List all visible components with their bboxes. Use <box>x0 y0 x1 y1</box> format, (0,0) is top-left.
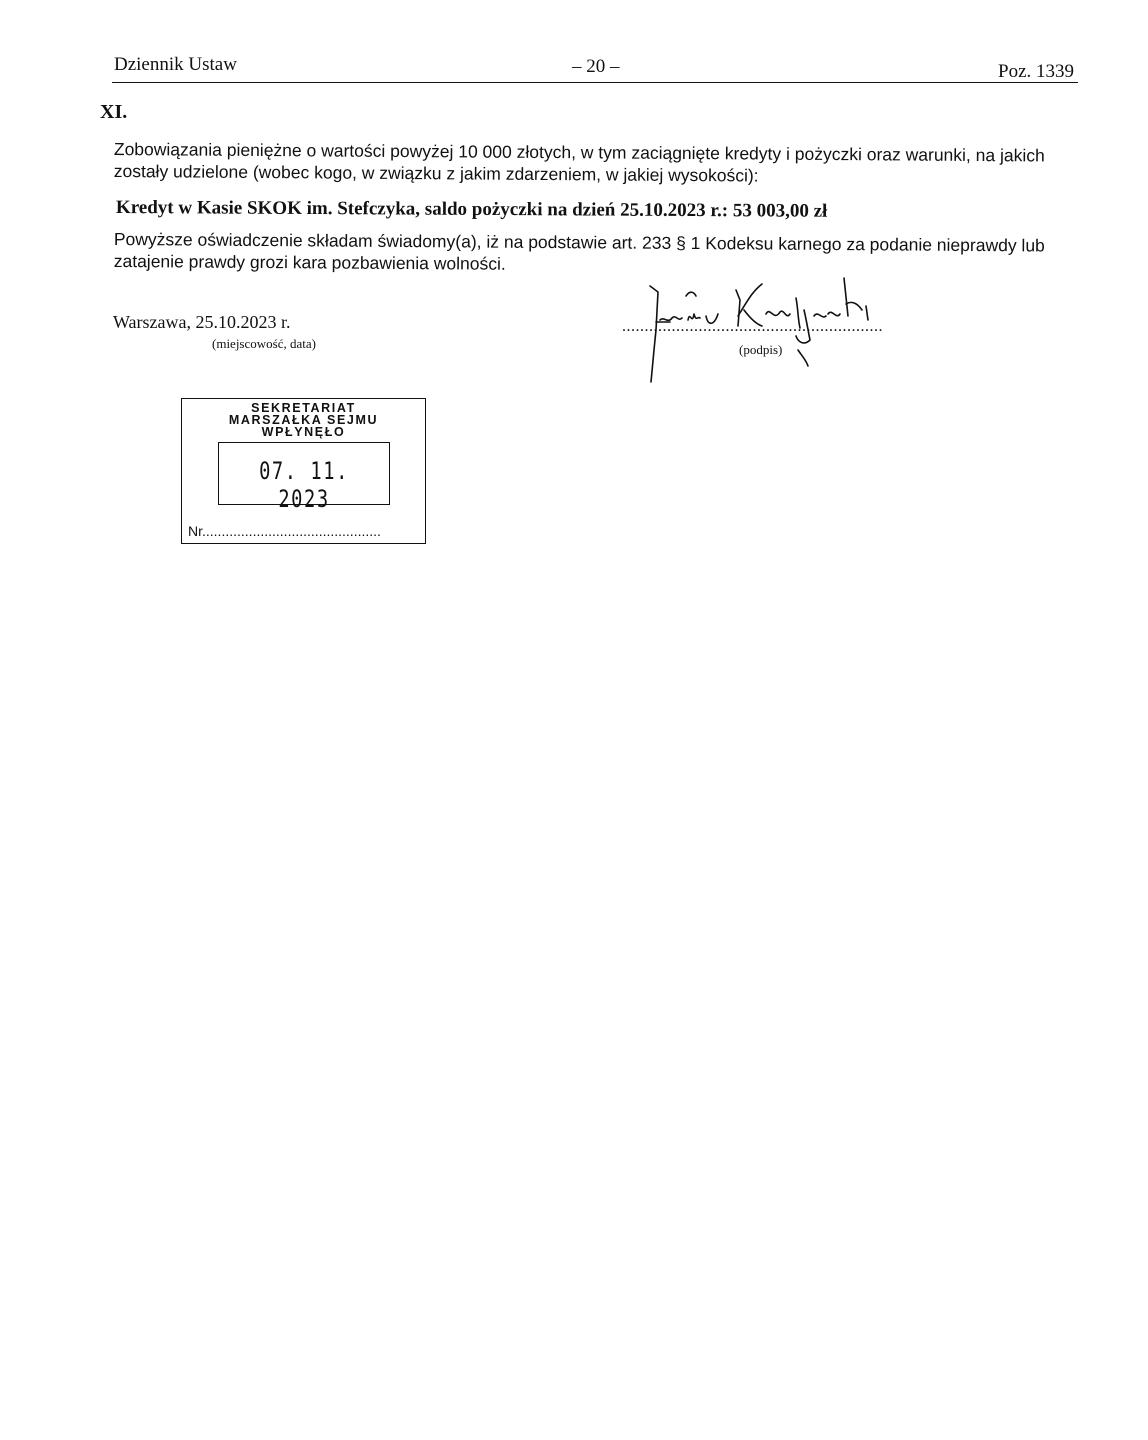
stamp-date-box <box>218 442 390 513</box>
journal-title: Dziennik Ustaw <box>114 54 237 75</box>
section-answer: Kredyt w Kasie SKOK im. Stefczyka, saldo pożyczki na dzień 25.10.2023 r.: 53 003,00 zł <box>115 197 828 222</box>
stamp-date: 07. 11. 2023 <box>259 457 349 513</box>
signature-line: .......................................................... <box>622 318 883 335</box>
place-date: Warszawa, 25.10.2023 r. <box>113 312 291 332</box>
handwritten-signature <box>630 270 890 390</box>
stamp-line-institution: MARSZAŁKA SEJMU <box>228 413 379 427</box>
registry-stamp <box>181 398 426 544</box>
section-question: Zobowiązania pieniężne o wartości powyżej 10 000 złotych, w tym zaciągnięte kredyty i pożyczki oraz warunki, na jakich zostały udzielone (wobec kogo, w związku z jakim zdarzeniem, w jakiej wysokości): <box>113 138 1045 186</box>
stamp-line-office: SEKRETARIAT <box>251 401 356 415</box>
signature-label: (podpis) <box>739 342 783 357</box>
legal-statement: Powyższe oświadczenie składam świadomy(a), iż na podstawie art. 233 § 1 Kodeksu karnego za podanie nieprawdy lub zatajenie prawdy grozi kara pozbawienia wolności. <box>113 228 1045 274</box>
section-number: XI. <box>100 101 128 123</box>
place-date-label: (miejscowość, data) <box>212 336 316 351</box>
page-number: – 20 – <box>572 56 620 77</box>
stamp-number-field: Nr.............................................. <box>188 523 381 539</box>
stamp-line-received: WPŁYNĘŁO <box>261 425 346 439</box>
page-header <box>112 52 1078 83</box>
position-number: Poz. 1339 <box>998 61 1074 82</box>
